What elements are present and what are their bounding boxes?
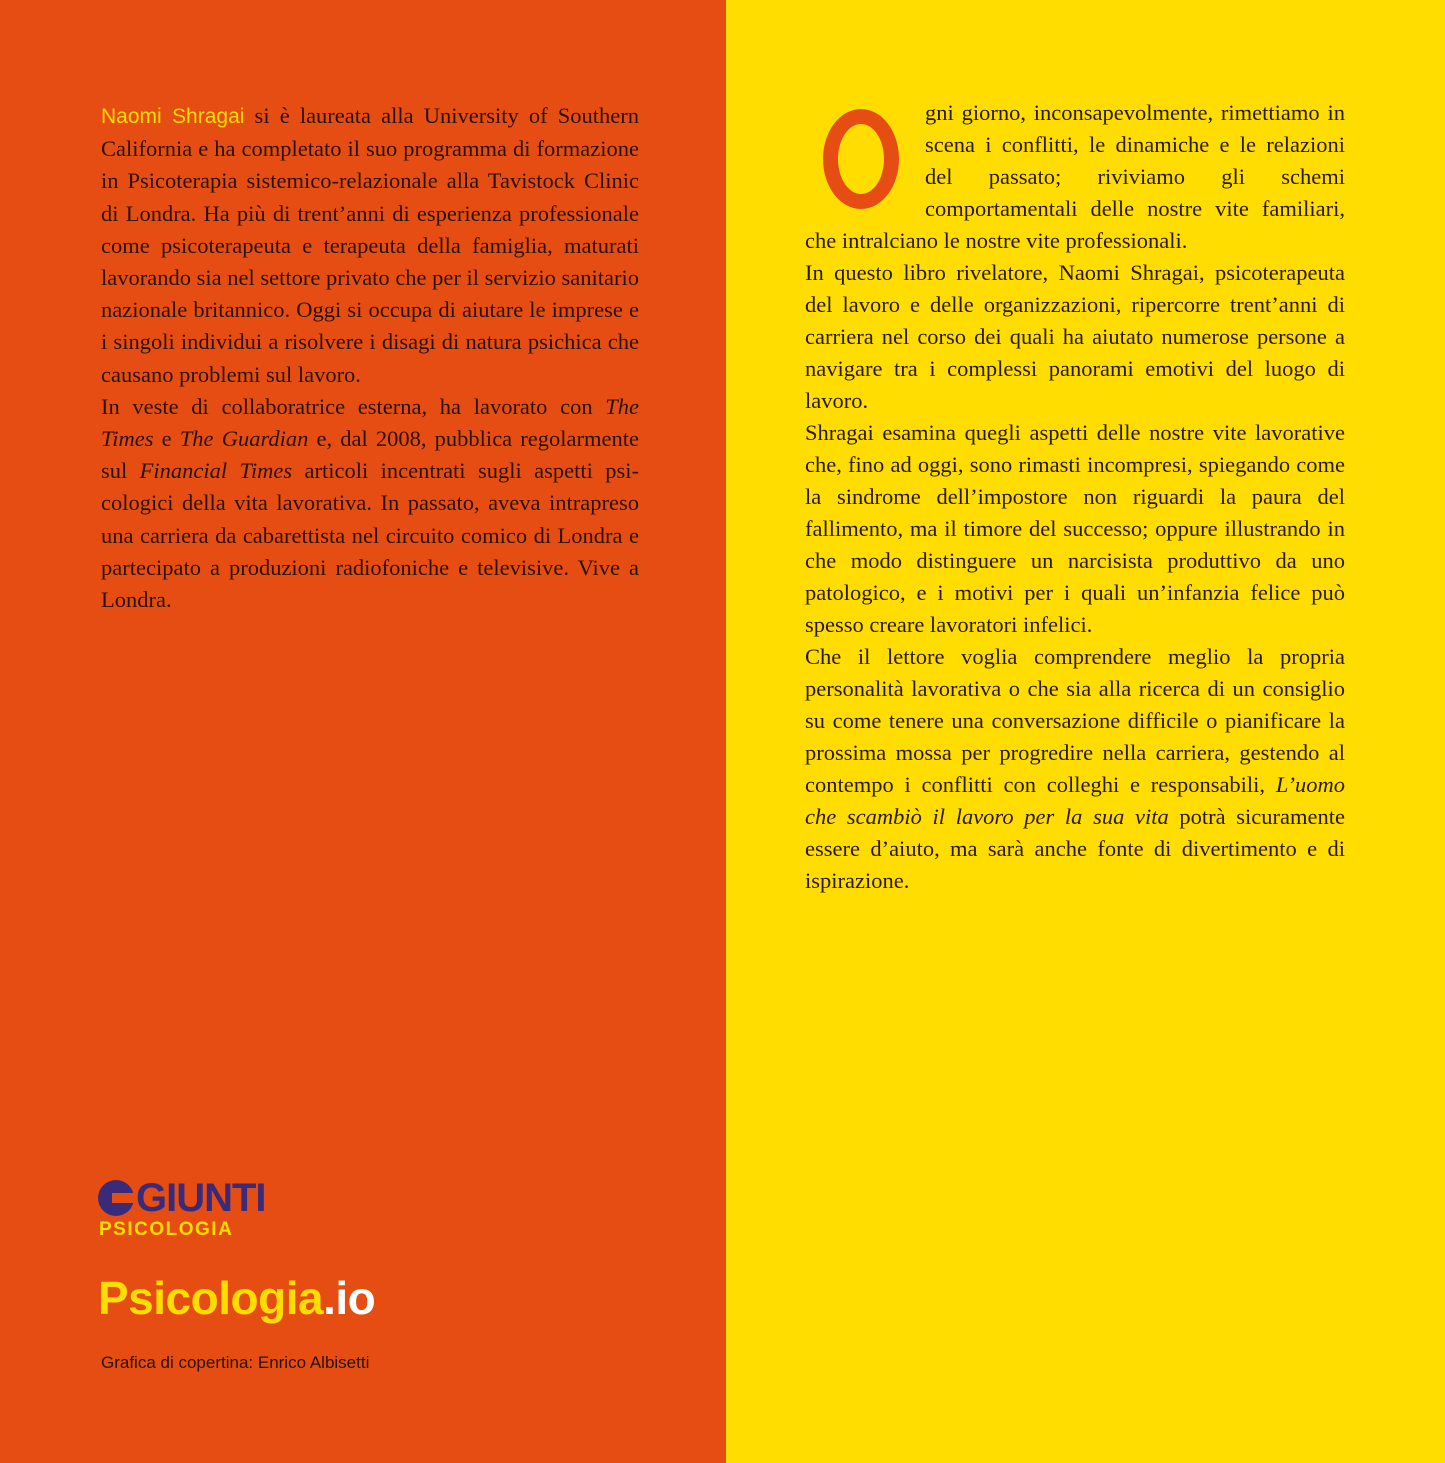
giunti-g-icon [98,1180,134,1216]
cover-credits: Grafica di copertina: Enrico Albisetti [101,1353,370,1372]
bio-text-2d: articoli incentrati sugli aspetti psicologici della vita lavorativa. In passato, aveva intrapreso una carriera da cabarettista nel circuito comico di Londra e partecipato a produzioni radiofoniche e televisive. Vive a Londra. [101,458,640,613]
author-name: Naomi Shragai [101,105,245,128]
bio-paragraph-2 [101,391,639,616]
bio-text-2c: e, dal 2008, pubblica regolarmente sul [101,426,639,484]
publication-times: The Times [101,393,639,452]
bio-text-2a: In veste di collaboratrice esterna, ha lavorato con [101,393,606,419]
giunti-logo-subtitle: PSICOLOGIA [99,1219,234,1240]
bio-text-1: si è laureata alla University of Southern California e ha completato il suo programma di formazione in Psicoterapia sistemico-relazionale alla Tavistock Clinic di Londra. Ha più di trent’anni di esperienza professionale come psicoterapeuta e terapeuta della famiglia, maturati lavorando sia nel settore privato che per il servizio sanitario nazionale britannico. Oggi si occupa di aiutare le imprese e i singoli individui a risolvere i disagi di natura psichica che causano problemi sul lavoro. [101,103,640,387]
book-title: L’uomo che scambiò il lavoro per la sua vita [805,772,1345,829]
brand-tld-text: .io [323,1272,376,1324]
author-bio [101,100,639,616]
brand-main-text: Psicologia [98,1272,324,1324]
drop-cap-o-glyph [823,109,899,209]
blurb-paragraph-2: In questo libro rivelatore, Naomi Shragai, psicoterapeuta del lavoro e delle organizzazioni, ripercorre trent’anni di carriera nel corso dei quali ha aiutato numerose persone a navigare tra i complessi panorami emotivi del luogo di lavoro. [805,260,1345,413]
bio-text-2b: e [153,426,180,452]
publication-ft: Financial Times [139,458,293,484]
book-blurb [805,97,1345,897]
drop-cap-letter [838,124,839,125]
psicologia-io-brand [98,1270,375,1326]
blurb-text-4a: Che il lettore voglia comprendere meglio la propria personalità lavorativa o che sia alla ricerca di un consiglio su come tenere una conversazione difficile o pianificare la prossima mossa per progredire nella carriera, gestendo al contempo i conflitti con colleghi e responsabili, [805,644,1345,797]
blurb-paragraph-3: Shragai esamina quegli aspetti delle nostre vite lavorative che, fino ad oggi, sono rimasti incompresi, spiegando come la sindrome dell’impostore non riguardi la paura del fallimento, ma il timore del successo; oppure illustrando in che modo distinguere un narcisista produttivo da uno patologico, e i motivi per i quali un’infanzia felice può spesso creare lavoratori infelici. [805,420,1345,637]
publication-guardian: The Guardian [179,426,309,452]
giunti-logo-word: GIUNTI [136,1176,266,1220]
giunti-logo [98,1178,266,1218]
drop-cap [805,105,917,213]
bio-paragraph-1 [101,100,639,391]
blurb-paragraph-4 [805,641,1345,897]
blurb-text-4b: potrà sicuramente essere d’aiuto, ma sarà anche fonte di divertimento e di ispirazione. [805,804,1345,893]
blurb-paragraph-1: gni giorno, inconsapevolmente, rimettiamo in scena i conflitti, le dinamiche e le relazioni del passato; riviviamo gli schemi comportamentali delle nostre vite familiari, che intralciano le nostre vite professionali. [805,100,1345,253]
